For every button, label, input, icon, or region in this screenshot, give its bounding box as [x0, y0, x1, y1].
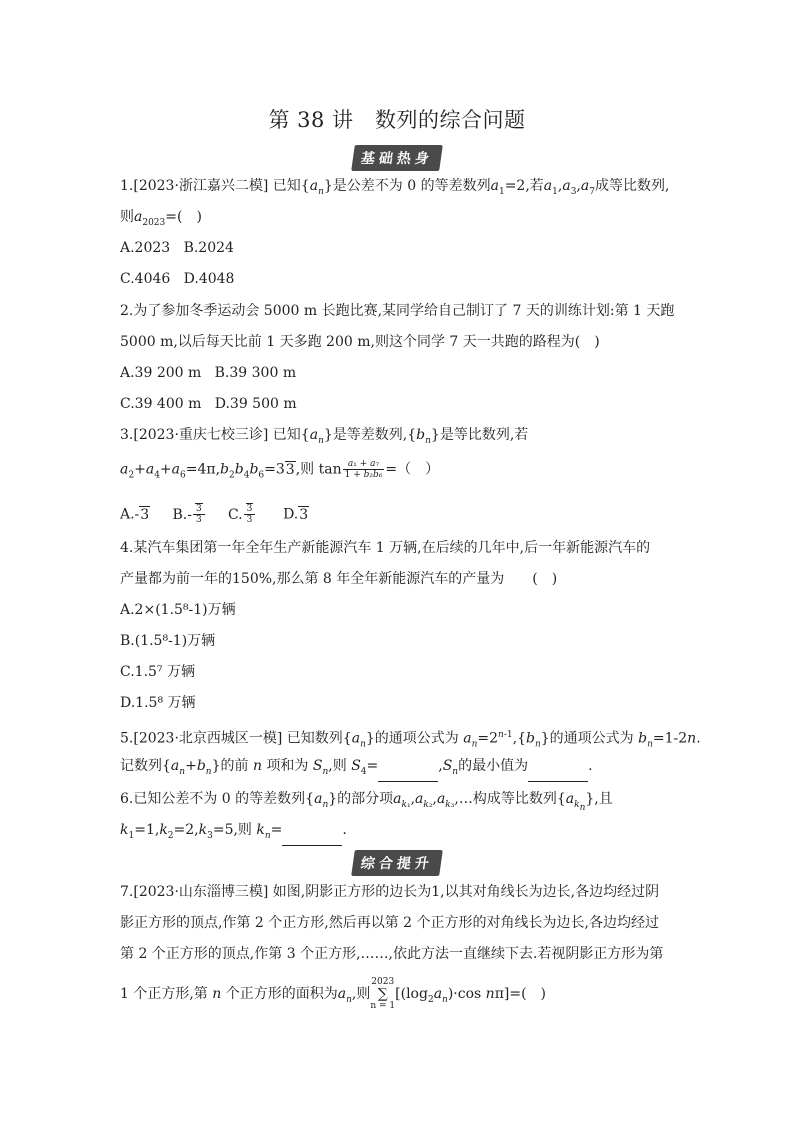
q1-stem: 1.[2023·浙江嘉兴二模] 已知$\{a_n\}$是公差不为 0 的等差数列$a_1=2$,若$a_1,a_3,a_7$成等比数列, [120, 178, 670, 197]
q1-options-row1 [120, 238, 234, 258]
q5-stem-2: 记数列$\{a_n+b_n\}$的前 n 项和为 $S_n$,则 $S_4= ,S_n$的最小值为 . [120, 756, 593, 782]
q7-stem-2: 影正方形的顶点,作第 2 个正方形,然后再以第 2 个正方形的对角线长为边长,各边均经过 [120, 915, 659, 931]
q7-stem-4: 1 个正方形,第 n 个正方形的面积为$a_n$,则2023 ∑ $n = 1[(\log_2a_n)\cdot\cos$ nπ]=( ) [120, 977, 547, 1011]
q2-options-row2 [120, 394, 297, 414]
q2-option-d[interactable]: D.39 500 m [214, 396, 297, 412]
q2-stem-2: 5000 m,以后每天比前 1 天多跑 200 m,则这个同学 7 天一共跑的路程为( ) [120, 334, 600, 350]
q7-stem-3: 第 2 个正方形的顶点,作第 3 个正方形,……,依此方法一直继续下去.若视阴影正方形为第 [120, 946, 664, 962]
q1-option-d[interactable]: D.4048 [183, 271, 235, 287]
q2-option-a[interactable]: A.39 200 m [120, 365, 202, 381]
q4-option-b[interactable]: B.(1.5⁸-1)万辆 [120, 633, 216, 649]
q3-option-a[interactable]: A.-3 [120, 506, 150, 523]
q2-option-c[interactable]: C.39 400 m [120, 396, 202, 412]
q3-option-d[interactable]: D.3 [283, 506, 309, 523]
q2-options-row1 [120, 363, 296, 383]
q2-stem-1: 2.为了参加冬季运动会 5000 m 长跑比赛,某同学给自己制订了 7 天的训练计划:第 1 天跑 [120, 303, 675, 319]
q3-stem-2: $a_2+a_4+a_6=4\pi,b_2b_4b_6=33$,则 tan $\frac{\text{a₁ + a₇}}{\text{1 + b₂b₆}}$ =（ ） [120, 459, 440, 481]
q5-blank-2[interactable] [528, 767, 588, 782]
q1-option-a[interactable]: A.2023 [120, 240, 171, 256]
section-advanced: 综合提升 [0, 850, 794, 876]
q2-option-b[interactable]: B.39 300 m [214, 365, 297, 381]
q6-blank[interactable] [282, 831, 342, 846]
q4-stem-1: 4.某汽车集团第一年全年生产新能源汽车 1 万辆,在后续的几年中,后一年新能源汽车的 [120, 540, 651, 556]
page-title: 第 38 讲 数列的综合问题 [268, 108, 526, 132]
q4-option-c[interactable]: C.1.5⁷ 万辆 [120, 664, 195, 680]
q3-option-b[interactable]: B.- $\frac{3}{3}$ [172, 507, 205, 523]
q7-stem-1: 7.[2023·山东淄博三模] 如图,阴影正方形的边长为1,以其对角线长为边长,各边均经过阴 [120, 884, 660, 900]
section-basic: 基础热身 [0, 145, 794, 171]
q1-options-row2 [120, 269, 234, 289]
q1-option-b[interactable]: B.2024 [183, 240, 234, 256]
q4-option-a[interactable]: A.2×(1.5⁸-1)万辆 [120, 602, 236, 618]
q5-stem-1: 5.[2023·北京西城区一模] 已知数列$\{a_n\}$的通项公式为 $a_n=2^{n-1},\{b_n\}$的通项公式为 $b_n=1-2n$. [120, 730, 701, 750]
q1-stem-2: 则$a_{2023}=$( ) [120, 209, 202, 228]
q3-stem-1: 3.[2023·重庆七校三诊] 已知$\{a_n\}$是等差数列$,\{b_n\}$是等比数列,若 [120, 427, 529, 446]
summation-symbol: 2023 ∑ n = 1 [370, 977, 396, 1011]
q1-option-c[interactable]: C.4046 [120, 271, 171, 287]
q6-stem-2: $k_1=1,k_2=2,k_3=5$,则 $k_n=$ . [120, 820, 347, 846]
q5-blank-1[interactable] [378, 767, 438, 782]
q3-options [120, 504, 309, 525]
q6-stem-1: 6.已知公差不为 0 的等差数列$\{a_n\}$的部分项$a_{k_1},a_{k_2},a_{k_3},\dots$构成等比数列$\{a_{k_n}\}$,且 [120, 791, 613, 813]
q4-option-d[interactable]: D.1.5⁸ 万辆 [120, 695, 196, 711]
q4-stem-2: 产量都为前一年的150%,那么第 8 年全年新能源汽车的产量为 ( ) [120, 571, 558, 587]
q3-option-c[interactable]: C. $\frac{3}{3}$ [228, 507, 256, 523]
